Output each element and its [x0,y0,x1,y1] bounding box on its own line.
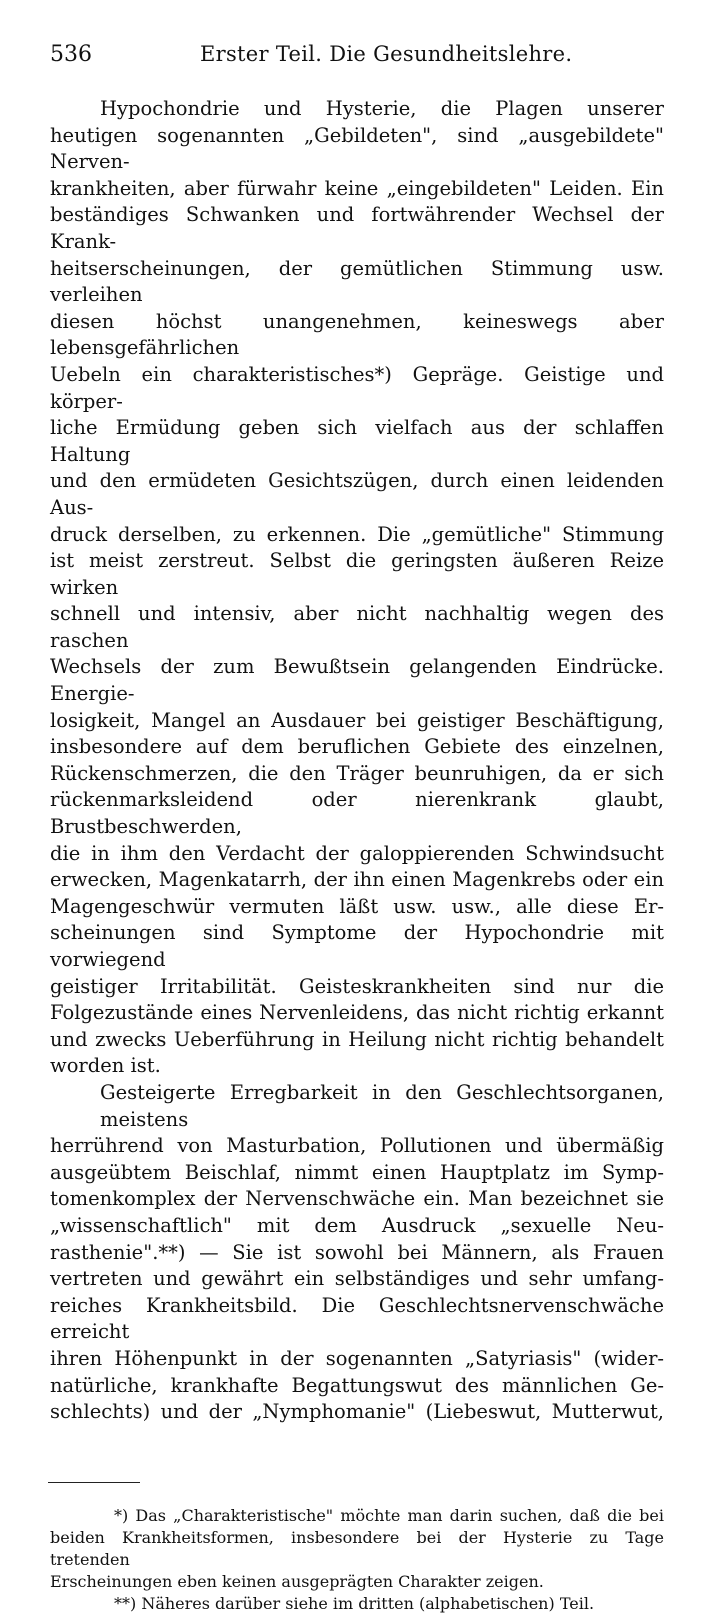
text-line: heutigen sogenannten „Gebildeten", sind „ausgebildete" Nerven- [50,123,664,174]
text-line: erwecken, Magenkatarrh, der ihn einen Magenkrebs oder ein [50,868,664,892]
text-line: schnell und intensiv, aber nicht nachhaltig wegen des raschen [50,602,664,652]
text-line: reiches Krankheitsbild. Die Geschlechtsnervenschwäche erreicht [50,1293,664,1344]
footnotes [50,1505,664,1615]
text-line: herrührend von Masturbation, Pollutionen und übermäßig [50,1134,664,1158]
page-number: 536 [50,42,92,67]
text-line: Magengeschwür vermuten läßt usw. usw., alle diese Er- [50,894,664,918]
footnote-1 [50,1505,664,1593]
footnote-line: **) Näheres darüber siehe im dritten (alphabetischen) Teil. [114,1593,595,1613]
text-line: Wechsels der zum Bewußtsein gelangenden Eindrücke. Energie- [50,655,664,706]
text-line: die in ihm den Verdacht der galoppierenden Schwindsucht [50,841,664,865]
footnote-2 [50,1593,664,1615]
paragraph-1 [50,96,664,1080]
text-line: insbesondere auf dem beruflichen Gebiete des einzelnen, [50,735,664,759]
text-line: ist meist zerstreut. Selbst die geringsten äußeren Reize wirken [50,549,664,599]
footnote-line: *) Das „Charakteristische" möchte man darin suchen, daß die bei [114,1505,664,1525]
text-line: liche Ermüdung geben sich vielfach aus der schlaffen Haltung [50,416,664,466]
text-line: diesen höchst unangenehmen, keineswegs aber lebensgefährlichen [50,309,664,360]
footnote-line: Erscheinungen eben keinen ausgeprägten Charakter zeigen. [50,1571,544,1591]
text-line: scheinungen sind Symptome der Hypochondrie mit vorwiegend [50,921,664,971]
footnote-divider [48,1482,140,1483]
text-line: ausgeübtem Beischlaf, nimmt einen Hauptplatz im Symp- [50,1160,664,1184]
text-line: Hypochondrie und Hysterie, die Plagen unserer [100,97,664,120]
text-line: krankheiten, aber fürwahr keine „eingebildeten" Leiden. Ein [50,176,664,200]
text-line: „wissenschaftlich" mit dem Ausdruck „sexuelle Neu- [50,1213,664,1237]
text-line: heitserscheinungen, der gemütlichen Stimmung usw. verleihen [50,256,664,307]
body-text [50,96,664,1426]
text-line: und zwecks Ueberführung in Heilung nicht richtig behandelt [50,1027,664,1051]
text-line: Folgezustände eines Nervenleidens, das nicht richtig erkannt [50,1001,664,1025]
text-line: beständiges Schwanken und fortwährender Wechsel der Krank- [50,203,664,253]
text-line: Uebeln ein charakteristisches*) Gepräge. Geistige und körper- [50,362,664,413]
page-header [50,42,664,80]
text-line: worden ist. [50,1054,161,1078]
text-line: Gesteigerte Erregbarkeit in den Geschlechtsorganen, meistens [100,1080,664,1131]
text-line: vertreten und gewährt ein selbständiges und sehr umfang- [50,1267,664,1291]
text-line: geistiger Irritabilität. Geisteskrankheiten sind nur die [50,974,664,998]
text-line: natürliche, krankhafte Begattungswut des männlichen Ge- [50,1373,664,1397]
text-line: und den ermüdeten Gesichtszügen, durch einen leidenden Aus- [50,469,664,519]
text-line: rasthenie".**) — Sie ist sowohl bei Männern, als Frauen [50,1240,664,1264]
text-line: schlechts) und der „Nymphomanie" (Liebeswut, Mutterwut, [50,1400,664,1424]
text-line: tomenkomplex der Nervenschwäche ein. Man bezeichnet sie [50,1187,664,1211]
running-head: Erster Teil. Die Gesundheitslehre. [200,42,573,66]
footnote-line: beiden Krankheitsformen, insbesondere bei der Hysterie zu Tage tretenden [50,1527,664,1569]
text-line: ihren Höhenpunkt in der sogenannten „Satyriasis" (wider- [50,1346,664,1370]
text-line: Rückenschmerzen, die den Träger beunruhigen, da er sich [50,761,664,785]
text-line: losigkeit, Mangel an Ausdauer bei geistiger Beschäftigung, [50,708,664,732]
text-line: druck derselben, zu erkennen. Die „gemütliche" Stimmung [50,522,664,546]
text-line: rückenmarksleidend oder nierenkrank glaubt, Brustbeschwerden, [50,788,664,839]
paragraph-2 [50,1080,664,1426]
